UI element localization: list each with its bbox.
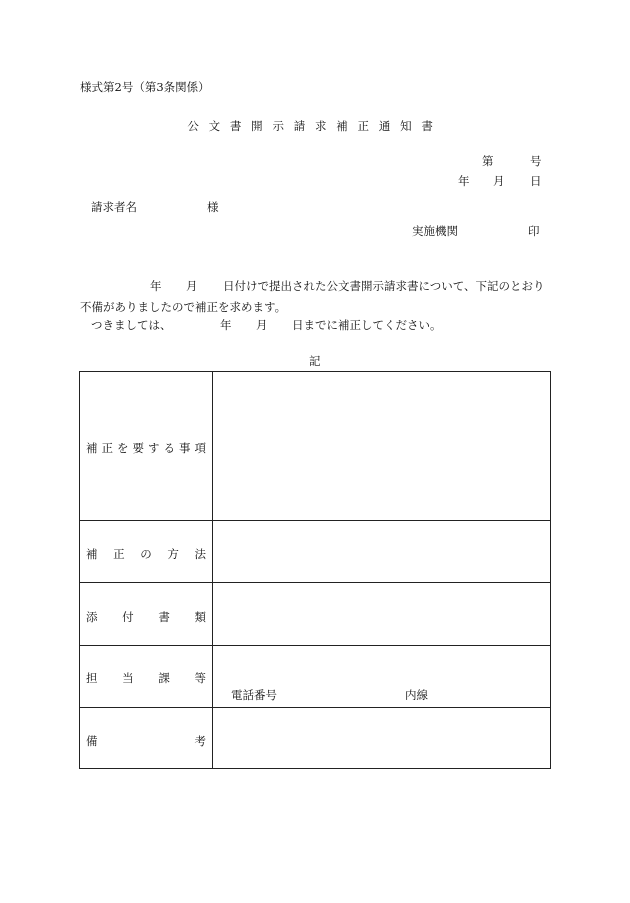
- row-correction-method: [80, 520, 550, 583]
- row-correction-items: [80, 372, 550, 520]
- body-line2-text: 不備がありましたので補正を求めます。: [80, 300, 287, 314]
- date-day: 日: [530, 174, 542, 188]
- body-line3-month: 月: [256, 318, 268, 332]
- phone-number-label: 電話番号: [231, 688, 277, 702]
- ki-heading: 記: [309, 354, 321, 368]
- body-line3-text: 日までに補正してください。: [292, 318, 442, 332]
- number-prefix: 第: [482, 154, 494, 168]
- agency-label: 実施機関: [412, 224, 458, 238]
- body-line3-start: つきましては、: [91, 318, 172, 332]
- row-attachments: [80, 582, 550, 646]
- extension-label: 内線: [405, 688, 428, 702]
- seal-label: 印: [528, 224, 540, 238]
- number-suffix: 号: [530, 154, 542, 168]
- row-label-attachments: 添 付 書 類: [86, 610, 206, 624]
- body-line1-text: 日付けで提出された公文書開示請求書について、下記のとおり: [223, 279, 545, 293]
- body-line3-year: 年: [220, 318, 232, 332]
- row-label-department: 担 当 課 等: [86, 671, 206, 685]
- body-line1-month: 月: [186, 279, 198, 293]
- form-number: 様式第2号（第3条関係）: [80, 80, 210, 94]
- row-label-remarks: 備 考: [86, 734, 206, 748]
- row-label-correction-items: 補 正 を 要 す る 事 項: [86, 441, 206, 455]
- body-line1-year: 年: [150, 279, 162, 293]
- row-label-correction-method: 補 正 の 方 法: [86, 547, 206, 561]
- date-year: 年: [458, 174, 470, 188]
- row-remarks: [80, 707, 550, 770]
- document-title: 公文書開示請求補正通知書: [187, 119, 443, 133]
- date-month: 月: [493, 174, 505, 188]
- row-department: [80, 645, 550, 708]
- requester-honorific: 様: [207, 200, 219, 214]
- correction-table: [79, 371, 551, 769]
- requester-label: 請求者名: [91, 200, 137, 214]
